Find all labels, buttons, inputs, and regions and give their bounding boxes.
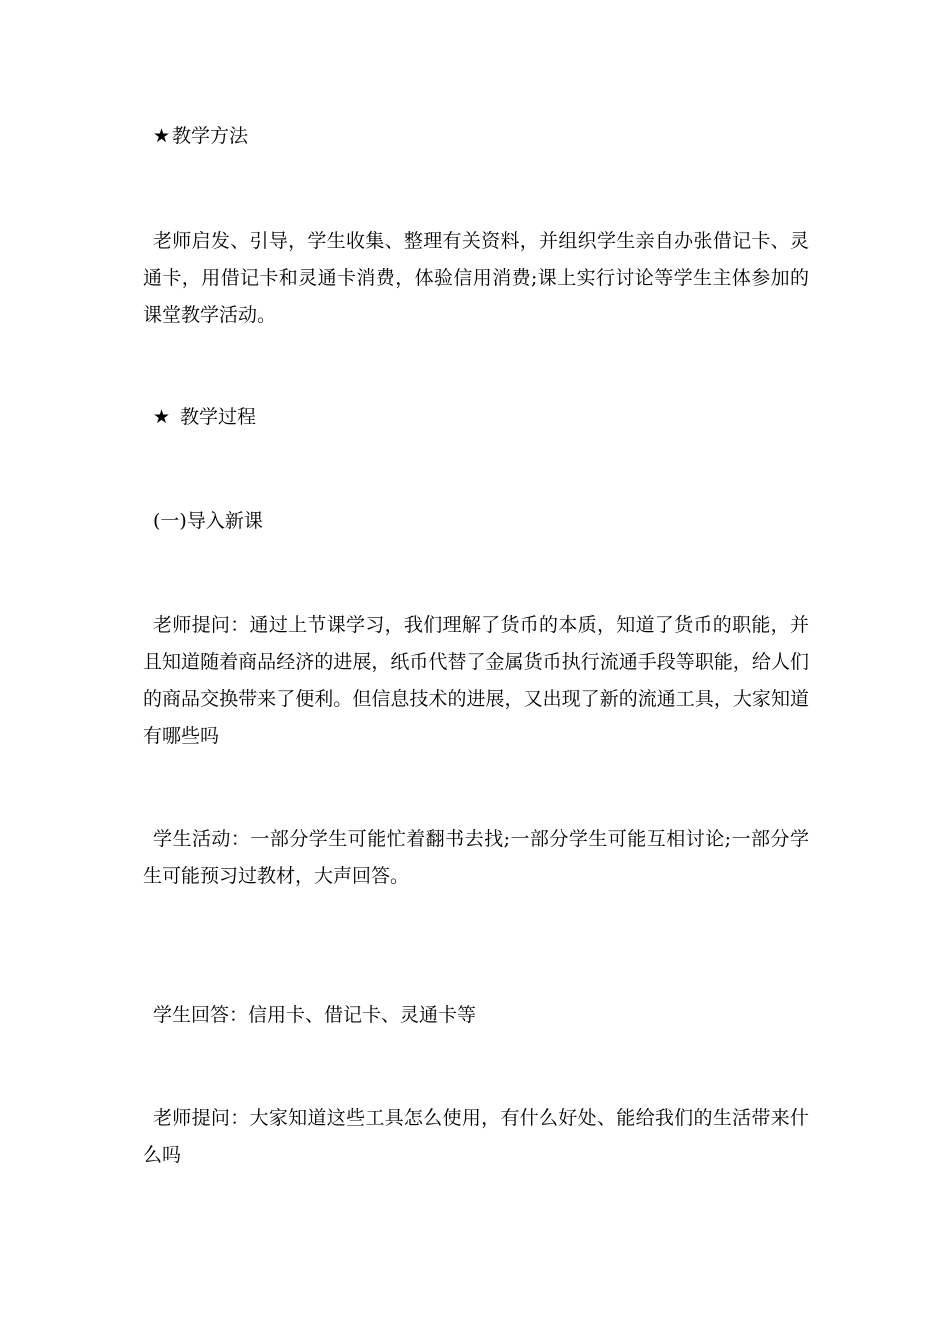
method-paragraph: 老师启发、引导，学生收集、整理有关资料，并组织学生亲自办张借记卡、灵通卡，用借记卡和灵通卡消费，体验信用消费;课上实行讨论等学生主体参加的课堂教学活动。	[143, 230, 809, 326]
teacher-question-paragraph: 老师提问：通过上节课学习，我们理解了货币的本质，知道了货币的职能，并且知道随着商品经济的进展，纸币代替了金属货币执行流通手段等职能，给人们的商品交换带来了便利。但信息技术的进展，又出现了新的流通工具，大家知道有哪些吗	[143, 614, 809, 747]
star-icon: ★	[153, 406, 171, 428]
method-heading	[153, 118, 753, 155]
subsection-heading: (一)导入新课	[153, 510, 263, 532]
star-icon: ★	[153, 125, 171, 147]
teacher-question-2-paragraph: 老师提问：大家知道这些工具怎么使用，有什么好处、能给我们的生活带来什么吗	[143, 1107, 809, 1166]
process-heading-text: 教学过程	[180, 406, 257, 428]
method-heading-text: 教学方法	[172, 125, 249, 147]
process-heading	[153, 399, 753, 436]
student-activity-paragraph: 学生活动：一部分学生可能忙着翻书去找;一部分学生可能互相讨论;一部分学生可能预习过教材，大声回答。	[143, 828, 809, 887]
student-answer-paragraph: 学生回答：信用卡、借记卡、灵通卡等	[153, 1004, 477, 1026]
